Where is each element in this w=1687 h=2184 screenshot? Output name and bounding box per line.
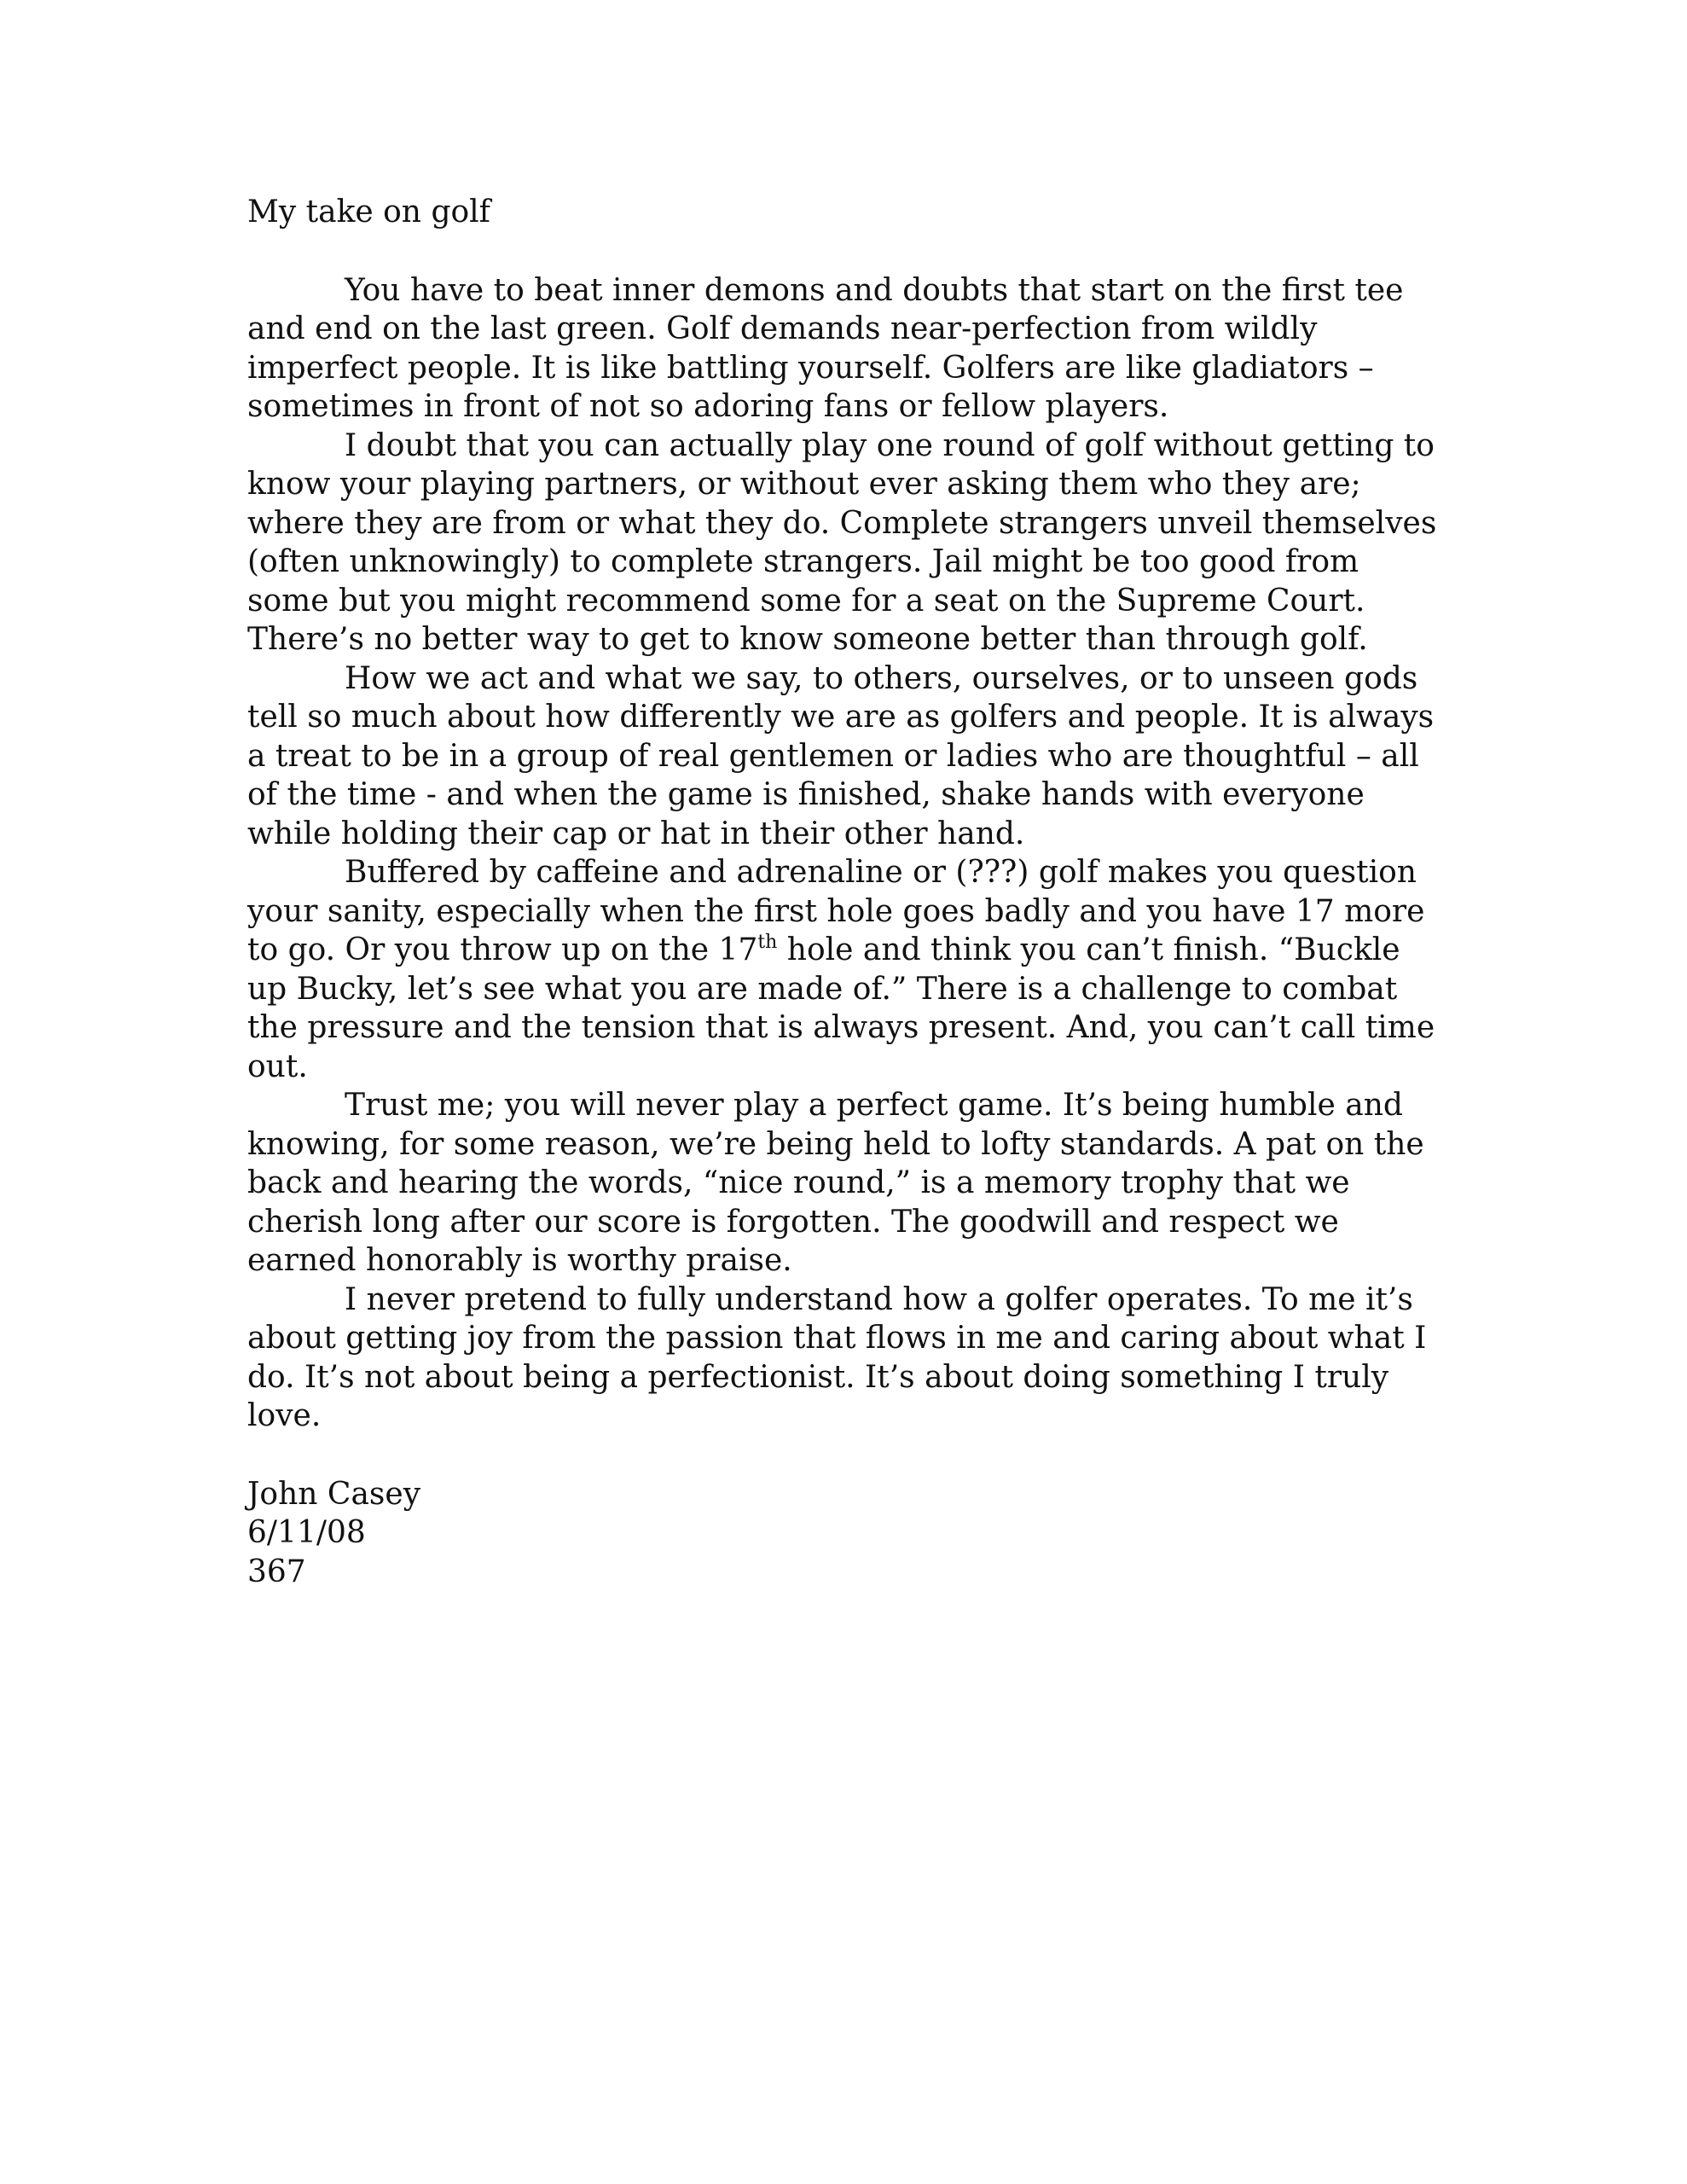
paragraph-4 [247, 853, 1441, 1086]
document-number: 367 [247, 1554, 306, 1589]
paragraph-2: I doubt that you can actually play one round of golf without getting to know your playing partners, or without ever asking them who they are; where they are from or what they do. Complete strangers unveil themselves (often unknowingly) to complete strangers. Jail might be too good from some but you might recommend some for a seat on the Supreme Court. There’s no better way to get to know someone better than through golf. [247, 427, 1437, 657]
paragraph-1: You have to beat inner demons and doubts that start on the first tee and end on the last green. Golf demands near-perfection from wildly imperfect people. It is like battling yourself. Golfers are like gladiators – sometimes in front of not so adoring fans or fellow players. [247, 272, 1404, 424]
document-title: My take on golf [247, 195, 490, 229]
paragraph-3: How we act and what we say, to others, ourselves, or to unseen gods tell so much about how differently we are as golfers and people. It is always a treat to be in a group of real gentlemen or ladies who are thoughtful – all of the time - and when the game is finished, shake hands with everyone while holding their cap or hat in their other hand. [247, 660, 1435, 851]
paragraph-5: Trust me; you will never play a perfect game. It’s being humble and knowing, for some reason, we’re being held to lofty standards. A pat on the back and hearing the words, “nice round,” is a memory trophy that we cherish long after our score is forgotten. The goodwill and respect we earned honorably is worthy praise. [247, 1088, 1424, 1278]
paragraph-4-text-after: hole and think you can’t finish. “Buckle up Bucky, let’s see what you are made of.” There is a challenge to combat the pressure and the tension that is always present. And, you can’t call time out. [247, 932, 1435, 1084]
paragraph-6: I never pretend to fully understand how a golfer operates. To me it’s about getting joy from the passion that flows in me and caring about what I do. It’s not about being a perfectionist. It’s about doing something I truly love. [247, 1281, 1427, 1433]
paragraph-4-text-before: Buffered by caffeine and adrenaline or (???) golf makes you question your sanity, especially when the first hole goes badly and you have 17 more to go. Or you throw up on the 17 [247, 855, 1425, 967]
author-name: John Casey [247, 1476, 421, 1512]
ordinal-superscript: th [757, 932, 778, 953]
signature-block [247, 1475, 1441, 1592]
signature-date: 6/11/08 [247, 1515, 366, 1550]
document-body [247, 193, 1441, 1591]
